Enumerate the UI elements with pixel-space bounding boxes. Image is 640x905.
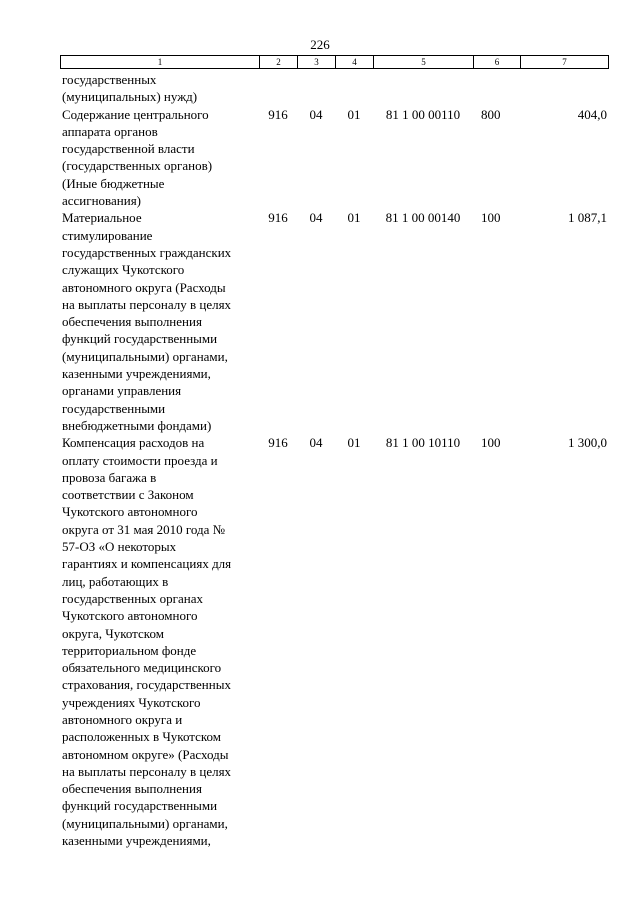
section-code: [297, 71, 335, 106]
expense-item-name-line: (государственных органов): [62, 158, 213, 174]
expense-type-code: 100: [481, 210, 501, 226]
amount-value: 1 087,1: [568, 210, 607, 226]
header-col-3: 3: [298, 56, 336, 68]
header-col-2: 2: [260, 56, 298, 68]
header-col-5: 5: [374, 56, 474, 68]
expense-item-name-line: государственной власти: [62, 141, 195, 157]
expense-item-name-line: Чукотского автономного: [62, 504, 198, 520]
subsection-code: [335, 71, 373, 106]
target-article-code: 81 1 00 00140: [385, 210, 461, 226]
table-header: [60, 55, 609, 69]
expense-item-name-line: Материальное: [62, 210, 142, 226]
table-row: [60, 71, 609, 106]
expense-item-name-line: государственных органах: [62, 590, 204, 606]
amount-value: [520, 71, 607, 106]
ministry-code: [259, 71, 297, 106]
ministry-code: 916: [268, 106, 288, 122]
target-article-code: 81 1 00 00110: [385, 106, 461, 122]
expense-item-name-line: обеспечения выполнения: [62, 314, 202, 330]
amount-value: 404,0: [577, 106, 607, 122]
expense-item-name-line: служащих Чукотского: [62, 262, 185, 278]
expense-item-name-line: государственных гражданских: [62, 244, 232, 260]
expense-item-name-line: (муниципальных) нужд): [62, 89, 198, 105]
expense-item-name-line: на выплаты персоналу в целях: [62, 763, 232, 779]
expense-item-name-line: ассигнования): [62, 193, 142, 209]
target-article-code: 81 1 00 10110: [385, 435, 461, 451]
expense-item-name-line: Компенсация расходов на: [62, 435, 205, 451]
expense-item-name-line: (Иные бюджетные: [62, 175, 165, 191]
expense-item-name-line: учреждениях Чукотского: [62, 694, 201, 710]
expense-item-name-line: округа, Чукотском: [62, 625, 164, 641]
table-row: [60, 434, 609, 849]
expense-item-name-line: территориальном фонде: [62, 642, 197, 658]
header-col-6: 6: [474, 56, 521, 68]
expense-item-name-line: (муниципальными) органами,: [62, 348, 228, 364]
expense-item-name-line: автономного округа (Расходы: [62, 279, 226, 295]
expense-item-name-line: (муниципальными) органами,: [62, 815, 228, 831]
ministry-code: 916: [268, 210, 288, 226]
expense-item-name-line: функций государственными: [62, 798, 218, 814]
expense-item-name-line: расположенных в Чукотском: [62, 729, 222, 745]
table-row: [60, 209, 609, 434]
header-col-7: 7: [562, 57, 567, 67]
subsection-code: 01: [347, 210, 361, 226]
expense-item-name-line: округа от 31 мая 2010 года №: [62, 521, 226, 537]
expense-item-name-line: функций государственными: [62, 331, 218, 347]
expense-item-name-line: соответствии с Законом: [62, 487, 194, 503]
expense-item-name-line: Чукотского автономного: [62, 608, 198, 624]
expense-item-name-line: автономного округа и: [62, 711, 183, 727]
page-number: 226: [310, 37, 330, 52]
expense-item-name-line: гарантиях и компенсациях для: [62, 556, 232, 572]
table-row: [60, 106, 609, 210]
expense-item-name-line: 57-ОЗ «О некоторых: [62, 539, 177, 555]
expense-item-name-line: казенными учреждениями,: [62, 366, 211, 382]
subsection-code: 01: [347, 106, 361, 122]
budget-table-body: [60, 71, 609, 849]
expense-type-code: 100: [481, 435, 501, 451]
expense-item-name-line: обязательного медицинского: [62, 660, 222, 676]
expense-item-name-line: аппарата органов: [62, 123, 158, 139]
subsection-code: 01: [347, 435, 361, 451]
amount-value: 1 300,0: [568, 435, 607, 451]
section-code: 04: [309, 210, 323, 226]
expense-item-name: [60, 71, 259, 106]
expense-item-name-line: казенными учреждениями,: [62, 833, 211, 849]
expense-item-name-line: Содержание центрального: [62, 106, 209, 122]
expense-item-name-line: на выплаты персоналу в целях: [62, 296, 232, 312]
expense-item-name-line: провоза багажа в: [62, 469, 157, 485]
expense-item-name-line: внебюджетными фондами): [62, 417, 212, 433]
expense-item-name-line: государственными: [62, 400, 166, 416]
expense-type-code: 800: [481, 106, 501, 122]
expense-item-name: [60, 209, 259, 434]
header-col-1: 1: [61, 56, 260, 68]
ministry-code: 916: [268, 435, 288, 451]
expense-item-name-line: оплату стоимости проезда и: [62, 452, 218, 468]
expense-item-name-line: органами управления: [62, 383, 182, 399]
header-col-4: 4: [336, 56, 374, 68]
expense-item-name-line: стимулирование: [62, 227, 153, 243]
expense-item-name-line: лиц, работающих в: [62, 573, 169, 589]
target-article-code: [373, 71, 473, 106]
expense-item-name-line: страхования, государственных: [62, 677, 231, 693]
section-code: 04: [309, 435, 323, 451]
expense-item-name-line: государственных: [62, 72, 157, 87]
expense-type-code: [473, 71, 520, 106]
expense-item-name-line: обеспечения выполнения: [62, 781, 202, 797]
expense-item-name: [60, 106, 259, 210]
expense-item-name-line: автономном округе» (Расходы: [62, 746, 229, 762]
section-code: 04: [309, 106, 323, 122]
expense-item-name: [60, 434, 259, 849]
